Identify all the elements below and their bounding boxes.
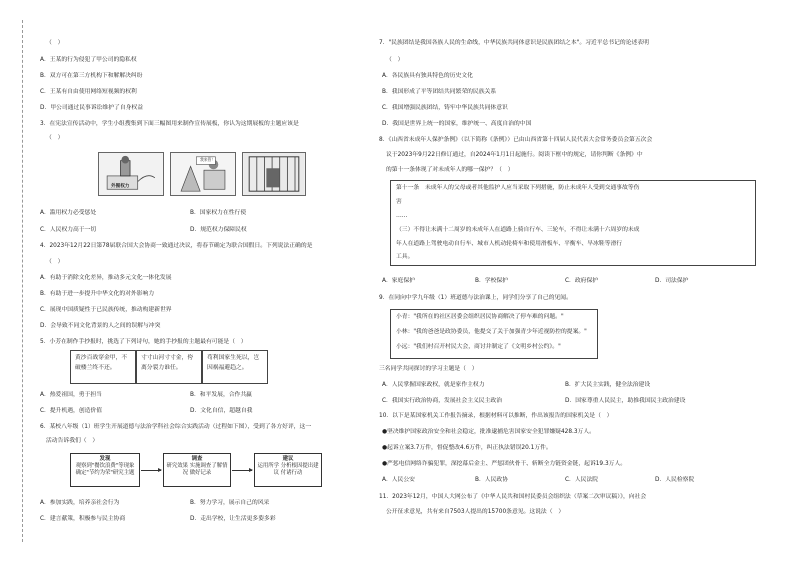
q10-option-b: B．人民政协 <box>475 477 508 483</box>
q6-option-b: B．努力学习，展示自己的风采 <box>190 500 270 506</box>
q6-flow-step-3 <box>254 453 322 487</box>
q8-box-line4: （三）不得让未满十二周岁的未成年人在道路上骑自行车、三轮车，不得让未满十六周岁的未成 <box>396 227 640 233</box>
q4-paren: （ ） <box>46 259 64 265</box>
q8-stem-line3: 的第十一条体现了对未成年人的哪一保护？（ ） <box>386 167 514 173</box>
q9-dialogue-1: 小青："我所在的社区居委会组织居民协商解决了停车难的问题。" <box>396 314 564 320</box>
q-prev-option-a: A．王某的行为侵犯了甲公司的隐私权 <box>40 57 137 63</box>
q6-flow-step-3-body: 运用所学 分析根因提出建议 付诸行动 <box>257 463 319 477</box>
q8-box-line3: …… <box>396 213 408 219</box>
q10-bullet-2: ●起诉立案3.7万件，督促整改4.6万件，纠正执法错误20.1万件。 <box>382 445 552 451</box>
q6-option-d: D．走出学校，让生活更多姿多彩 <box>190 516 276 522</box>
q8-option-c: C．政府保护 <box>565 278 599 284</box>
q10-option-c: C．人民法院 <box>565 477 599 483</box>
q8-box-line6: 工具。 <box>396 254 414 260</box>
q8-article-box <box>390 180 756 266</box>
q9-option-d: D．国家尊重人民民主，助推我国民主政治建设 <box>565 398 686 404</box>
q5-poem-2: 寸寸山河寸寸金，侉离分裂力谁任。 <box>136 350 202 384</box>
q-prev-option-c: C．王某有自由使用网络短视频的权利 <box>40 89 137 95</box>
binding-line <box>22 20 23 542</box>
q5-stem: 5．小芳在制作手抄报时，挑选了下列诗句，她的手抄报的主题最有可能是（ ） <box>40 339 247 345</box>
q5-poem-3: 苟利国家生死以，岂因祸福避趋之。 <box>202 350 268 384</box>
q10-option-a: A．人民公安 <box>382 477 415 483</box>
q8-option-a: A．家庭保护 <box>382 278 415 284</box>
q6-flow-arrow-2 <box>232 470 252 471</box>
q3-cartoon-3 <box>242 152 306 196</box>
q8-stem-line2: 议于2023年9月22日修订通过，自2024年1月1日起施行。阅读下框中的规定，请你判断《条例》中 <box>386 152 643 158</box>
q5-option-d: D．文化自信，超越自我 <box>190 408 253 414</box>
q6-flow-step-3-head: 建议 <box>282 456 294 462</box>
q9-dialogue-3: 小远："我们村召开村民大会，商讨并制定了《文明乡村公约》。" <box>396 344 561 350</box>
q4-option-a: A．有助于消除文化差异，推动多元文化一体化发展 <box>40 275 172 281</box>
q7-option-c: C．我国增强民族团结，铸牢中华民族共同体意识 <box>382 105 508 111</box>
q8-box-line2: 害 <box>396 199 402 205</box>
q11-stem-line1: 11．2023年12月，中国人大网公布了《中华人民共和国村民委员会组织法（草案二次审议稿）》，向社会 <box>379 494 647 500</box>
q8-box-line5: 年人在道路上驾驶电动自行车、城市人机动轮椅车和使用滑板车、平衡车、旱冰鞋等滑行 <box>396 241 623 247</box>
q3-cartoon-2-label: 我来管！ <box>200 157 216 162</box>
q3-cartoon-2 <box>170 152 236 196</box>
q9-stem-line2: 三名同学共同探讨的学习主题是（ ） <box>379 366 478 372</box>
q3-option-d: D．规范权力保障民权 <box>190 227 247 233</box>
q7-option-b: B．我国形成了平等团结共同繁荣的民族关系 <box>382 89 497 95</box>
q9-option-a: A．人民掌握国家政权，就是家作主权力 <box>382 382 485 388</box>
q10-bullet-3: ●严惩电信网络诈骗犯罪，深挖幕后金主、严惩团伙骨干、斩断全力链资金链，起诉19.3万人。 <box>382 461 627 467</box>
q10-stem: 10．以下是某国家机关工作报告摘录，根据材料可以推断，作出该报告的国家机关是（ ） <box>379 413 613 419</box>
q6-flow-step-1-head: 发现 <box>99 456 111 462</box>
q6-flow-step-1-body: 观察到"餐饮浪费"等现象确定"节约为荣"研究主题 <box>75 463 135 477</box>
q6-stem-line1: 6．某校八年级（1）班学生开展道德与法治学科社会综合实践活动（过程如下图），受到了各方好评，这一 <box>40 424 312 430</box>
q7-option-d: D．我国是世界上统一的国家，维护统一、高度自治的中国 <box>382 121 532 127</box>
q11-stem-line2: 公开征求意见，共有来自7503人提出的15700条意见。这说法（ ） <box>386 509 565 515</box>
q6-flow-step-1 <box>70 453 140 487</box>
q6-flow-step-2-body: 研究效果 实施调查了解情况 做好记录 <box>166 463 228 477</box>
q8-stem-line1: 8．《山西省未成年人保护条例》（以下简称《条例》）已由山西省第十四届人民代表大会常务委员会第五次会 <box>379 137 653 143</box>
q4-option-c: C．展现中国质疑性于已民族传统，推动构建新世界 <box>40 307 172 313</box>
q6-option-a: A．参加实践，培养亲社会行为 <box>40 500 120 506</box>
q9-option-b: B．扩大民主实践，健全法治建设 <box>565 382 651 388</box>
q4-option-b: B．有助于进一步提升中华文化的对外影响力 <box>40 291 155 297</box>
q5-option-c: C．提升机遇，创造价值 <box>40 408 103 414</box>
q8-option-d: D．司法保护 <box>655 278 689 284</box>
q8-option-b: B．学校保护 <box>475 278 508 284</box>
q4-option-d: D．会导致不同文化背景的人之间的误解与冲突 <box>40 323 161 329</box>
q7-paren: （ ） <box>386 57 404 63</box>
q10-option-d: D．人民检察院 <box>655 477 695 483</box>
q7-stem: 7．"民族团结是我国各族人民的生命线，中华民族共同体意识是民族团结之本"。习近平总书记的论述表明 <box>379 40 649 46</box>
q6-flow-arrow-1 <box>141 470 161 471</box>
q3-stem: 3．在宪法宣传活动中，学生小组搜集到下面三幅图用来制作宣传展板，你认为这期展板的主题应该是 <box>40 121 299 127</box>
q5-option-b: B．和平发展，合作共赢 <box>190 392 252 398</box>
q3-option-c: C．人民权力高于一切 <box>40 227 97 233</box>
q4-stem: 4．2023年12月22日第78届联合国大会协商一致通过决议，将春节确定为联合国假日。下列说法正确的是 <box>40 243 313 249</box>
q9-stem: 9．在同向中学九年级（1）班道德与法治课上，同学们分享了自己的见闻。 <box>379 295 572 301</box>
q-prev-paren: （ ） <box>46 40 64 46</box>
q6-flow-step-2-head: 调查 <box>191 456 203 462</box>
q-prev-option-b: B．双方可在第三方机构下和解解决纠纷 <box>40 73 143 79</box>
q3-option-a: A．滥用权力必受惩处 <box>40 210 97 216</box>
q6-flow-step-2 <box>163 453 231 487</box>
q9-dialogue-2: 小林："我的爸爸是政协委员，他提交了关于加强青少年近视防控的提案。" <box>396 329 587 335</box>
q3-cartoon-1 <box>98 152 164 196</box>
q9-option-c: C．我国实行政治协商，发展社会主义民主政治 <box>382 398 502 404</box>
q6-stem-line2: 活动告诉我们（ ） <box>46 438 99 444</box>
q5-poem-1: 黄沙百战穿金甲，不破楼兰终不还。 <box>70 350 136 384</box>
q3-cartoon-1-label: 外围权力 <box>111 184 130 189</box>
q3-paren: （ ） <box>46 135 64 141</box>
q-prev-option-d: D．甲公司通过民事诉讼维护了自身权益 <box>40 105 144 111</box>
q10-bullet-1: ●坚决维护国家政治安全和社会稳定，批准逮捕危害国家安全犯罪嫌疑428.3万人。 <box>382 429 595 435</box>
q6-option-c: C．建言献策，积极参与民主协商 <box>40 516 126 522</box>
q5-option-a: A．热爱祖国，勇于担当 <box>40 392 102 398</box>
q7-option-a: A．各民族具有独具特色的历史文化 <box>382 73 473 79</box>
q8-box-line1: 第十一条 未成年人的父母或者其他监护人应当采取下列措施，防止未成年人受到交通事故等伤 <box>396 185 640 191</box>
q3-option-b: B．国家权力在性行使 <box>190 210 247 216</box>
